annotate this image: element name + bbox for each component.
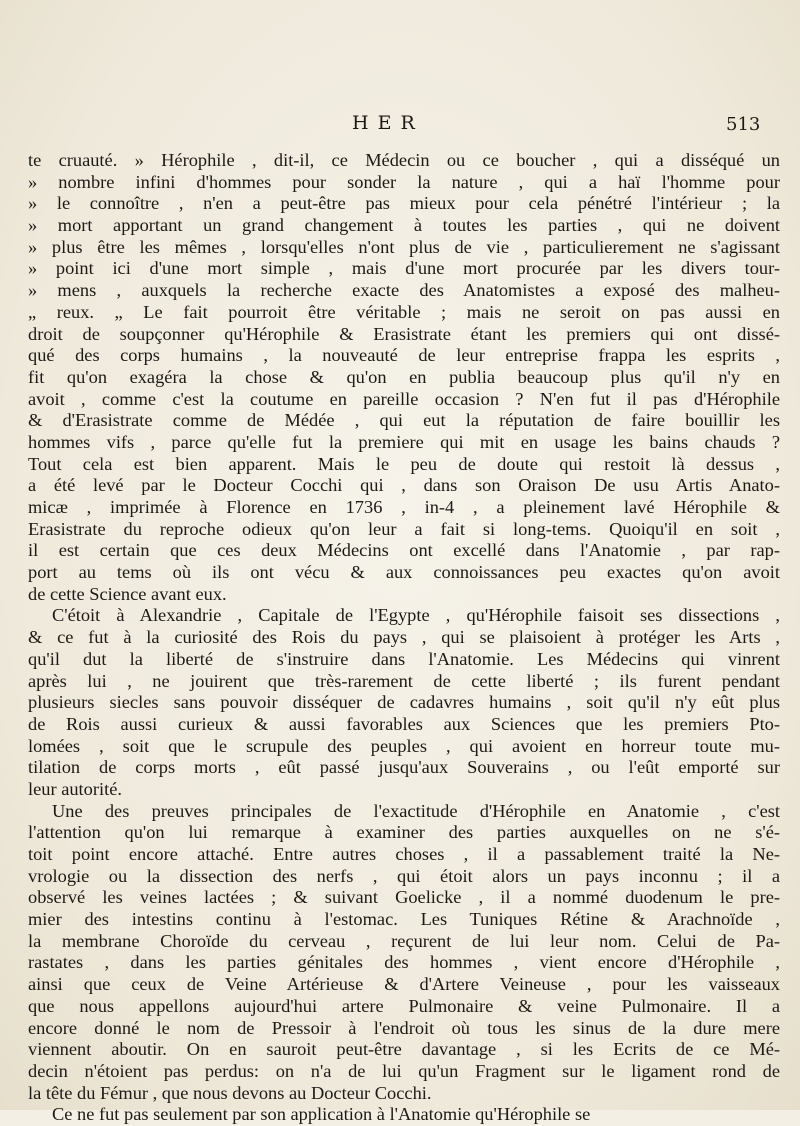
text-line: a été levé par le Docteur Cocchi qui , dans son Oraison De usu Artis Anato- <box>28 475 780 496</box>
text-line: » plus être les mêmes , lorsqu'elles n'ont plus de vie , particulierement ne s'agissant <box>28 236 780 257</box>
text-line: » nombre infini d'hommes pour sonder la nature , qui a haï l'homme pour <box>28 171 780 192</box>
text-line: que nous appellons aujourd'hui artere Pulmonaire & veine Pulmonaire. Il a <box>28 995 780 1016</box>
text-line: viennent aboutir. On en sauroit peut-être davantage , si les Ecrits de ce Mé- <box>28 1039 780 1060</box>
text-line: vrologie ou la dissection des nerfs , qui étoit alors un pays inconnu ; il a <box>28 865 780 886</box>
paragraph <box>28 801 780 1105</box>
running-head <box>0 112 800 142</box>
text-line: » mens , auxquels la recherche exacte des Anatomistes a exposé des malheu- <box>28 280 780 301</box>
text-line: avoit , comme c'est la coutume en pareille occasion ? N'en fut il pas d'Hérophile <box>28 388 780 409</box>
text-line: il est certain que ces deux Médecins ont excellé dans l'Anatomie , par rap- <box>28 540 780 561</box>
text-line: plusieurs siecles sans pouvoir disséquer de cadavres humains , soit qu'il n'y eût plus <box>28 692 780 713</box>
text-line: Erasistrate du reproche odieux qu'on leur a fait si long-tems. Quoiqu'il en soit , <box>28 518 780 539</box>
text-line: micæ , imprimée à Florence en 1736 , in-4 , a pleinement lavé Hérophile & <box>28 497 780 517</box>
paragraph <box>28 605 780 800</box>
text-line: & d'Erasistrate comme de Médée , qui eut la réputation de faire bouillir les <box>28 410 780 431</box>
text-line: » le connoître , n'en a peut-être pas mieux pour cela pénétré l'intérieur ; la <box>28 193 780 214</box>
text-line: droit de soupçonner qu'Hérophile & Erasistrate étant les premiers qui ont dissé- <box>28 323 780 344</box>
text-line: qu'il dut la liberté de s'instruire dans l'Anatomie. Les Médecins qui vinrent <box>28 648 780 669</box>
text-line: l'attention qu'on lui remarque à examiner des parties auxquelles on ne s'é- <box>28 822 780 843</box>
text-line: qué des corps humains , la nouveauté de leur entreprise frappa les esprits , <box>28 345 780 366</box>
text-line: toit point encore attaché. Entre autres choses , il a passablement traité la Ne- <box>28 844 780 864</box>
text-line: Ce ne fut pas seulement par son application à l'Anatomie qu'Hérophile se <box>52 1104 591 1125</box>
page-number: 513 <box>726 114 761 135</box>
text-line: & ce fut à la curiosité des Rois du pays , qui se plaisoient à protéger les Arts , <box>28 627 780 648</box>
text-line: après lui , ne jouirent que très-rarement de cette liberté ; ils furent pendant <box>28 670 780 691</box>
text-line: ainsi que ceux de Veine Artérieuse & d'Artere Veineuse , pour les vaisseaux <box>28 974 780 995</box>
text-line: „ reux. „ Le fait pourroit être véritable ; mais ne seroit on pas aussi en <box>28 301 780 322</box>
text-line: tilation de corps morts , eût passé jusqu'aux Souverains , ou l'eût emporté sur <box>28 757 780 778</box>
text-line: Une des preuves principales de l'exactitude d'Hérophile en Anatomie , c'est <box>52 800 780 821</box>
text-line: decin n'étoient pas perdus: on n'a de lui qu'un Fragment sur le ligament rond de <box>28 1060 780 1081</box>
text-line: lomées , soit que le scrupule des peuples , qui avoient en horreur toute mu- <box>28 735 780 756</box>
text-line: encore donné le nom de Pressoir à l'endroit où tous les sinus de la dure mere <box>28 1017 780 1038</box>
text-line: la membrane Choroïde du cerveau , reçurent de lui leur nom. Celui de Pa- <box>28 930 780 951</box>
text-line: leur autorité. <box>28 778 122 799</box>
page-headword: HER <box>352 112 424 134</box>
text-line: port au tems où ils ont vécu & aux connoissances peu exactes qu'on avoit <box>28 562 780 583</box>
text-line: te cruauté. » Hérophile , dit-il, ce Médecin ou ce boucher , qui a disséqué un <box>28 150 780 170</box>
text-line: mier des intestins continu à l'estomac. Les Tuniques Rétine & Arachnoïde , <box>28 909 780 930</box>
text-line: C'étoit à Alexandrie , Capitale de l'Egypte , qu'Hérophile faisoit ses dissections , <box>52 605 780 626</box>
text-line: fit qu'on exagéra la chose & qu'on en publia beaucoup plus qu'il n'y en <box>28 366 780 387</box>
text-line: » point ici d'une mort simple , mais d'une mort procurée par les divers tour- <box>28 258 780 279</box>
text-line: de cette Science avant eux. <box>28 583 227 604</box>
text-line: hommes vifs , parce qu'elle fut la premiere qui mit en usage les bains chauds ? <box>28 431 780 452</box>
body-text <box>28 150 780 1126</box>
text-line: de Rois aussi curieux & aussi favorables aux Sciences que les premiers Pto- <box>28 713 780 734</box>
text-line: » mort apportant un grand changement à toutes les parties , qui ne doivent <box>28 215 780 236</box>
text-line: observé les veines lactées ; & suivant Goelicke , il a nommé duodenum le pre- <box>28 887 780 908</box>
paragraph <box>28 1104 780 1126</box>
text-line: rastates , dans les parties génitales des hommes , vient encore d'Hérophile , <box>28 952 780 973</box>
text-line: Tout cela est bien apparent. Mais le peu de doute qui restoit là dessus , <box>28 453 780 474</box>
paragraph <box>28 150 780 605</box>
text-line: la tête du Fémur , que nous devons au Docteur Cocchi. <box>28 1082 432 1103</box>
